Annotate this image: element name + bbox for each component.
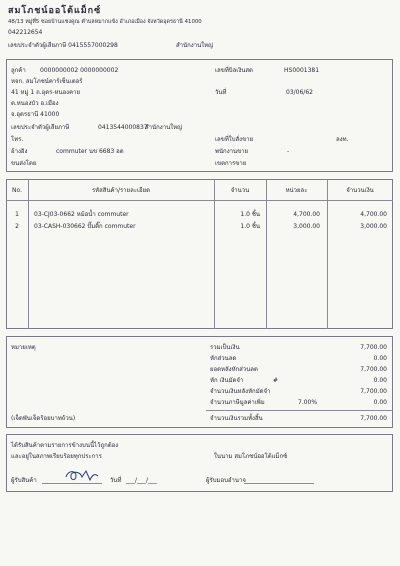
row-amount: 4,700.00 — [360, 211, 387, 218]
receiver-label: ผู้รับสินค้า — [11, 477, 37, 484]
table-col-divider — [327, 179, 328, 329]
salesperson-value: - — [287, 148, 290, 155]
row-no: 2 — [15, 223, 19, 230]
after-discount-label: ยอดหลังหักส่วนลด — [210, 366, 258, 373]
row-qty: 1.0 ชิ้น — [240, 223, 260, 230]
grand-total-label: จำนวนเงินรวมทั้งสิ้น — [210, 415, 263, 422]
col-header-qty: จำนวน — [230, 187, 250, 194]
col-header-amount: จำนวนเงิน — [346, 187, 374, 194]
on-behalf-label: ในนาม สมโภชน์ออโต้แม็กซ์ — [214, 453, 288, 460]
customer-tax-label: เลขประจำตัวผู้เสียภาษี — [11, 124, 70, 131]
authorized-label: ผู้รับมอบอำนาจ — [206, 477, 246, 484]
receiver-signature — [62, 467, 102, 485]
customer-address-3: จ.อุดรธานี 41000 — [11, 111, 60, 118]
customer-code-label: ลูกค้า — [11, 67, 26, 74]
row-unit-price: 3,000.00 — [293, 223, 320, 230]
row-description: 03-CASH-030662 ปั๊มติ๊ก commuter — [34, 223, 136, 230]
customer-ref-label: อ้างอิง — [11, 148, 28, 155]
company-branch: สำนักงานใหญ่ — [176, 42, 214, 49]
row-description: 03-CJ03-0662 หม้อน้ำ commuter — [34, 211, 129, 218]
customer-address-1: 41 หมู่ 1 ถ.อุดร-หนองคาย — [11, 89, 80, 96]
remark-label: หมายเหตุ — [11, 344, 36, 351]
doc-no: HS0001381 — [284, 67, 320, 74]
customer-ref-value: commuter นข 6683 อด — [56, 148, 124, 155]
order-no-suffix: ลงท. — [336, 136, 349, 143]
after-deposit-value: 7,700.00 — [360, 388, 387, 395]
customer-tax-value: 0413544000837 — [98, 124, 148, 131]
col-header-no: No. — [12, 187, 22, 194]
total-value: 7,700.00 — [360, 344, 387, 351]
receive-date-label: วันที่ — [110, 477, 122, 484]
amount-in-words: (เจ็ดพันเจ็ดร้อยบาทถ้วน) — [11, 415, 76, 422]
total-label: รวมเป็นเงิน — [210, 344, 240, 351]
company-name: สมโภชน์ออโต้แม็กซ์ — [8, 6, 102, 16]
vat-rate: 7.00% — [298, 399, 318, 406]
company-phone: 042212654 — [8, 29, 43, 36]
doc-date: 03/06/62 — [286, 89, 313, 96]
col-header-description: รหัสสินค้า/รายละเอียด — [91, 187, 151, 194]
grand-total-divider — [206, 410, 393, 411]
customer-phone-label: โทร. — [11, 136, 24, 143]
table-header-divider — [6, 200, 393, 201]
customer-box — [6, 59, 393, 172]
company-tax-id: เลขประจำตัวผู้เสียภาษี 0415557000298 — [8, 42, 118, 49]
customer-address-2: ต.หนองบัว อ.เมือง — [11, 100, 59, 107]
deposit-label: หัก เงินมัดจำ — [210, 377, 244, 384]
items-table — [6, 179, 393, 329]
sales-area-label: เขตการขาย — [215, 160, 247, 167]
after-deposit-label: จำนวนเงินหลังหักมัดจำ — [210, 388, 271, 395]
col-header-unit-price: หน่วยละ — [285, 187, 308, 194]
table-col-divider — [266, 179, 267, 329]
customer-code-value: 0000000002 0000000002 — [40, 67, 119, 74]
vat-label: จำนวนภาษีมูลค่าเพิ่ม — [210, 399, 265, 406]
grand-total-value: 7,700.00 — [360, 415, 387, 422]
customer-name: หจก. สมโภชน์คาร์เซ็นเตอร์ — [11, 78, 83, 85]
deposit-value: 0.00 — [373, 377, 387, 384]
after-discount-value: 7,700.00 — [360, 366, 387, 373]
row-no: 1 — [15, 211, 19, 218]
discount-label: หักส่วนลด — [210, 355, 237, 362]
customer-branch: สำนักงานใหญ่ — [145, 124, 183, 131]
table-col-divider — [28, 179, 29, 329]
order-no-label: เลขที่ใบสั่งขาย — [215, 136, 254, 143]
receive-date-blank: ___/___/___ — [126, 477, 158, 484]
company-address: 48/13 หมู่ที่5 ซอยบ้านแชงคูณ ตำบลหมากแข้ง อำเภอเมือง จังหวัดอุดรธานี 41000 — [8, 19, 202, 25]
salesperson-label: พนักงานขาย — [215, 148, 249, 155]
doc-no-label: เลขที่บิลเงินสด — [215, 67, 253, 74]
receipt-note-1: ได้รับสินค้าตามรายการข้างบนนี้ไว้ถูกต้อง — [11, 442, 119, 449]
row-qty: 1.0 ชิ้น — [240, 211, 260, 218]
table-col-divider — [214, 179, 215, 329]
receipt-note-2: และอยู่ในสภาพเรียบร้อยทุกประการ — [11, 453, 102, 460]
date-label: วันที่ — [215, 89, 227, 96]
row-amount: 3,000.00 — [360, 223, 387, 230]
deposit-hash: # — [273, 377, 279, 384]
vat-value: 0.00 — [373, 399, 387, 406]
customer-transport-label: ขนส่งโดย — [11, 160, 37, 167]
authorized-signature-line — [244, 483, 314, 484]
row-unit-price: 4,700.00 — [293, 211, 320, 218]
discount-value: 0.00 — [373, 355, 387, 362]
